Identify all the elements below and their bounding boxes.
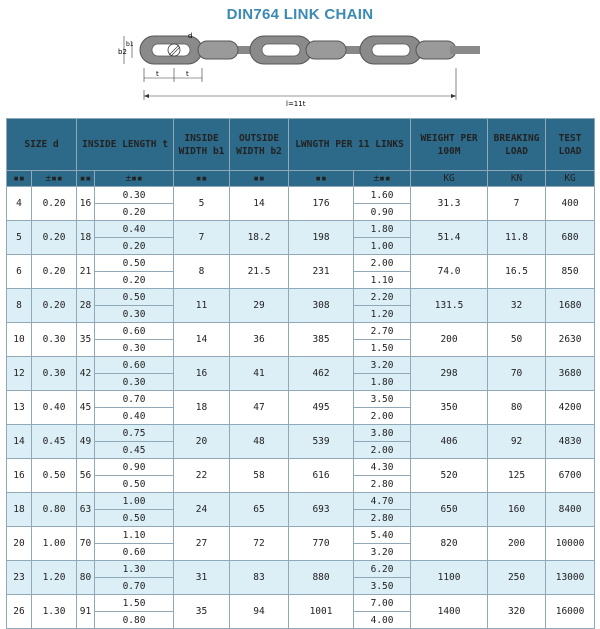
cell-size-tolerance: 0.20 [32, 255, 77, 289]
cell-inside-length-tol-upper: 0.75 [95, 425, 174, 442]
cell-size-tolerance: 0.45 [32, 425, 77, 459]
header-weight: WEIGHT PER 100M [411, 119, 488, 171]
unit-cell: ▪▪ [77, 171, 95, 187]
cell-length-11-tol-upper: 4.70 [354, 493, 411, 510]
cell-breaking-load: 200 [488, 527, 546, 561]
cell-inside-length: 49 [77, 425, 95, 459]
cell-inside-width: 24 [174, 493, 230, 527]
header-length-per-11: LWNGTH PER 11 LINKS [289, 119, 411, 171]
cell-length-11: 1001 [289, 595, 354, 629]
table-row [7, 221, 595, 255]
cell-size-tolerance: 1.00 [32, 527, 77, 561]
cell-length-11-tol-lower: 2.80 [354, 476, 411, 493]
label-t-first: t [156, 70, 159, 78]
cell-length-11-tol-upper: 1.80 [354, 221, 411, 238]
cell-length-11-tol-upper: 3.50 [354, 391, 411, 408]
header-test-load: TEST LOAD [546, 119, 595, 171]
cell-inside-width: 31 [174, 561, 230, 595]
cell-length-11: 616 [289, 459, 354, 493]
cell-inside-length-tol-lower: 0.50 [95, 476, 174, 493]
cell-breaking-load: 320 [488, 595, 546, 629]
cell-test-load: 680 [546, 221, 595, 255]
header-inside-length: INSIDE LENGTH t [77, 119, 174, 171]
cell-weight: 51.4 [411, 221, 488, 255]
cell-length-11-tol-lower: 3.20 [354, 544, 411, 561]
cell-size-d: 6 [7, 255, 32, 289]
cell-test-load: 6700 [546, 459, 595, 493]
cell-inside-length-tol-upper: 0.50 [95, 255, 174, 272]
cell-test-load: 4200 [546, 391, 595, 425]
label-b1: b1 [126, 41, 134, 48]
cell-length-11: 308 [289, 289, 354, 323]
cell-breaking-load: 70 [488, 357, 546, 391]
cell-breaking-load: 80 [488, 391, 546, 425]
cell-length-11-tol-lower: 1.10 [354, 272, 411, 289]
cell-inside-length-tol-lower: 0.30 [95, 306, 174, 323]
cell-test-load: 10000 [546, 527, 595, 561]
table-row [7, 595, 595, 629]
cell-outside-width: 83 [230, 561, 289, 595]
cell-inside-width: 11 [174, 289, 230, 323]
header-breaking-load: BREAKING LOAD [488, 119, 546, 171]
cell-size-tolerance: 0.40 [32, 391, 77, 425]
cell-size-tolerance: 0.20 [32, 187, 77, 221]
table-row [7, 425, 595, 459]
cell-size-d: 26 [7, 595, 32, 629]
cell-breaking-load: 160 [488, 493, 546, 527]
cell-length-11-tol-upper: 3.80 [354, 425, 411, 442]
cell-test-load: 2630 [546, 323, 595, 357]
unit-cell: ▪▪ [174, 171, 230, 187]
cell-inside-length: 91 [77, 595, 95, 629]
cell-length-11-tol-upper: 7.00 [354, 595, 411, 612]
cell-test-load: 400 [546, 187, 595, 221]
cell-length-11-tol-lower: 1.20 [354, 306, 411, 323]
cell-weight: 406 [411, 425, 488, 459]
cell-inside-length: 80 [77, 561, 95, 595]
cell-length-11: 495 [289, 391, 354, 425]
cell-inside-length: 70 [77, 527, 95, 561]
cell-inside-width: 16 [174, 357, 230, 391]
cell-weight: 650 [411, 493, 488, 527]
cell-size-d: 13 [7, 391, 32, 425]
unit-cell: ±▪▪ [95, 171, 174, 187]
header-size-d: SIZE d [7, 119, 77, 171]
cell-inside-length-tol-upper: 0.60 [95, 357, 174, 374]
cell-inside-length-tol-lower: 0.40 [95, 408, 174, 425]
cell-size-d: 20 [7, 527, 32, 561]
cell-length-11-tol-upper: 1.60 [354, 187, 411, 204]
cell-inside-width: 18 [174, 391, 230, 425]
cell-breaking-load: 92 [488, 425, 546, 459]
cell-weight: 1400 [411, 595, 488, 629]
label-b2: b2 [118, 48, 127, 56]
cell-length-11-tol-upper: 2.00 [354, 255, 411, 272]
cell-inside-width: 14 [174, 323, 230, 357]
cell-outside-width: 94 [230, 595, 289, 629]
cell-inside-length: 21 [77, 255, 95, 289]
cell-outside-width: 36 [230, 323, 289, 357]
header-outside-width: OUTSIDE WIDTH b2 [230, 119, 289, 171]
cell-inside-width: 7 [174, 221, 230, 255]
cell-size-tolerance: 0.30 [32, 357, 77, 391]
cell-inside-width: 20 [174, 425, 230, 459]
cell-inside-length-tol-upper: 0.40 [95, 221, 174, 238]
cell-outside-width: 65 [230, 493, 289, 527]
cell-length-11: 198 [289, 221, 354, 255]
cell-inside-length: 18 [77, 221, 95, 255]
cell-size-tolerance: 1.20 [32, 561, 77, 595]
cell-length-11-tol-upper: 3.20 [354, 357, 411, 374]
cell-inside-length-tol-lower: 0.30 [95, 340, 174, 357]
cell-length-11-tol-upper: 2.20 [354, 289, 411, 306]
cell-length-11: 385 [289, 323, 354, 357]
cell-inside-length: 35 [77, 323, 95, 357]
table-row [7, 527, 595, 561]
cell-inside-length: 28 [77, 289, 95, 323]
unit-cell: ±▪▪ [354, 171, 411, 187]
cell-inside-length-tol-lower: 0.30 [95, 374, 174, 391]
cell-size-d: 18 [7, 493, 32, 527]
page-title: DIN764 LINK CHAIN [226, 6, 374, 23]
header-inside-width: INSIDE WIDTH b1 [174, 119, 230, 171]
cell-outside-width: 29 [230, 289, 289, 323]
cell-length-11-tol-upper: 5.40 [354, 527, 411, 544]
cell-test-load: 3680 [546, 357, 595, 391]
cell-breaking-load: 125 [488, 459, 546, 493]
cell-length-11-tol-upper: 2.70 [354, 323, 411, 340]
cell-outside-width: 41 [230, 357, 289, 391]
table-row [7, 561, 595, 595]
table-row [7, 459, 595, 493]
cell-breaking-load: 11.8 [488, 221, 546, 255]
cell-size-d: 12 [7, 357, 32, 391]
cell-outside-width: 14 [230, 187, 289, 221]
cell-size-d: 5 [7, 221, 32, 255]
cell-weight: 298 [411, 357, 488, 391]
cell-size-tolerance: 1.30 [32, 595, 77, 629]
cell-size-d: 4 [7, 187, 32, 221]
cell-weight: 1100 [411, 561, 488, 595]
cell-length-11: 462 [289, 357, 354, 391]
cell-outside-width: 47 [230, 391, 289, 425]
cell-outside-width: 21.5 [230, 255, 289, 289]
chain-link [198, 41, 238, 59]
cell-weight: 200 [411, 323, 488, 357]
cell-outside-width: 72 [230, 527, 289, 561]
cell-inside-length-tol-lower: 0.20 [95, 272, 174, 289]
cell-size-d: 16 [7, 459, 32, 493]
cell-test-load: 13000 [546, 561, 595, 595]
cell-length-11-tol-lower: 4.00 [354, 612, 411, 629]
cell-inside-length: 16 [77, 187, 95, 221]
cell-inside-length-tol-upper: 0.60 [95, 323, 174, 340]
cell-length-11: 693 [289, 493, 354, 527]
cell-inside-width: 27 [174, 527, 230, 561]
cell-inside-length-tol-lower: 0.20 [95, 238, 174, 255]
cell-inside-length-tol-upper: 0.70 [95, 391, 174, 408]
cell-length-11-tol-lower: 0.90 [354, 204, 411, 221]
cell-inside-width: 35 [174, 595, 230, 629]
cell-breaking-load: 32 [488, 289, 546, 323]
unit-cell: KN [488, 171, 546, 187]
chain-link [306, 41, 346, 59]
cell-length-11: 770 [289, 527, 354, 561]
cell-weight: 131.5 [411, 289, 488, 323]
cell-length-11-tol-upper: 4.30 [354, 459, 411, 476]
cell-inside-length-tol-lower: 0.70 [95, 578, 174, 595]
cell-inside-length-tol-lower: 0.45 [95, 442, 174, 459]
cell-inside-length: 45 [77, 391, 95, 425]
cell-length-11-tol-lower: 1.50 [354, 340, 411, 357]
unit-cell: ±▪▪ [32, 171, 77, 187]
cell-breaking-load: 50 [488, 323, 546, 357]
cell-inside-length: 56 [77, 459, 95, 493]
cell-weight: 520 [411, 459, 488, 493]
cell-length-11-tol-lower: 2.80 [354, 510, 411, 527]
cell-inside-length-tol-upper: 1.10 [95, 527, 174, 544]
cell-inside-length-tol-lower: 0.80 [95, 612, 174, 629]
cell-length-11-tol-lower: 1.00 [354, 238, 411, 255]
table-row [7, 289, 595, 323]
cell-outside-width: 58 [230, 459, 289, 493]
chain-diagram [110, 28, 490, 108]
table-row [7, 391, 595, 425]
cell-inside-width: 22 [174, 459, 230, 493]
unit-cell: ▪▪ [7, 171, 32, 187]
cell-test-load: 8400 [546, 493, 595, 527]
label-t-second: t [186, 70, 189, 78]
chain-links [140, 36, 480, 64]
cell-inside-length-tol-lower: 0.50 [95, 510, 174, 527]
cell-size-tolerance: 0.30 [32, 323, 77, 357]
unit-cell: ▪▪ [289, 171, 354, 187]
label-total-length: l=11t [286, 100, 306, 108]
cell-test-load: 850 [546, 255, 595, 289]
cell-outside-width: 18.2 [230, 221, 289, 255]
cell-inside-length-tol-upper: 1.50 [95, 595, 174, 612]
cell-length-11: 176 [289, 187, 354, 221]
cell-test-load: 1680 [546, 289, 595, 323]
cell-length-11-tol-lower: 1.80 [354, 374, 411, 391]
label-d: d [188, 32, 193, 40]
cell-length-11: 231 [289, 255, 354, 289]
cell-length-11-tol-upper: 6.20 [354, 561, 411, 578]
table-row [7, 323, 595, 357]
cell-inside-length-tol-upper: 0.90 [95, 459, 174, 476]
cell-breaking-load: 250 [488, 561, 546, 595]
cell-length-11-tol-lower: 2.00 [354, 442, 411, 459]
cell-size-d: 10 [7, 323, 32, 357]
cell-inside-length: 63 [77, 493, 95, 527]
cell-length-11-tol-lower: 2.00 [354, 408, 411, 425]
cell-inside-length-tol-lower: 0.20 [95, 204, 174, 221]
cell-inside-length-tol-lower: 0.60 [95, 544, 174, 561]
cell-size-d: 23 [7, 561, 32, 595]
spec-table [6, 118, 595, 629]
unit-cell: ▪▪ [230, 171, 289, 187]
cell-size-d: 14 [7, 425, 32, 459]
cell-length-11: 539 [289, 425, 354, 459]
cell-weight: 820 [411, 527, 488, 561]
table-row [7, 255, 595, 289]
cell-inside-length-tol-upper: 1.00 [95, 493, 174, 510]
table-row [7, 187, 595, 221]
cell-breaking-load: 16.5 [488, 255, 546, 289]
unit-cell: KG [411, 171, 488, 187]
cell-test-load: 4830 [546, 425, 595, 459]
cell-inside-width: 5 [174, 187, 230, 221]
cell-weight: 350 [411, 391, 488, 425]
unit-cell: KG [546, 171, 595, 187]
cell-test-load: 16000 [546, 595, 595, 629]
cell-size-d: 8 [7, 289, 32, 323]
cell-inside-length-tol-upper: 0.50 [95, 289, 174, 306]
cell-breaking-load: 7 [488, 187, 546, 221]
cell-length-11-tol-lower: 3.50 [354, 578, 411, 595]
cell-inside-width: 8 [174, 255, 230, 289]
cell-size-tolerance: 0.20 [32, 221, 77, 255]
cell-weight: 31.3 [411, 187, 488, 221]
cell-size-tolerance: 0.20 [32, 289, 77, 323]
cell-inside-length: 42 [77, 357, 95, 391]
cell-inside-length-tol-upper: 0.30 [95, 187, 174, 204]
cell-size-tolerance: 0.80 [32, 493, 77, 527]
cell-outside-width: 48 [230, 425, 289, 459]
cell-weight: 74.0 [411, 255, 488, 289]
cell-size-tolerance: 0.50 [32, 459, 77, 493]
cell-inside-length-tol-upper: 1.30 [95, 561, 174, 578]
table-row [7, 493, 595, 527]
table-row [7, 357, 595, 391]
cell-length-11: 880 [289, 561, 354, 595]
